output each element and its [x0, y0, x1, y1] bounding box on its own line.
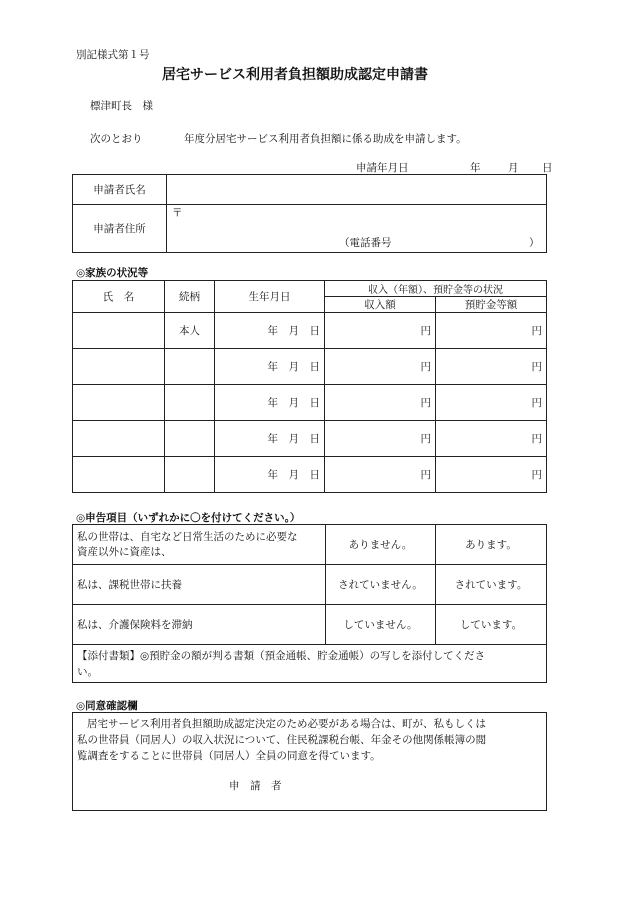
- header-relation: 続柄: [165, 281, 215, 313]
- consent-box: [72, 712, 547, 811]
- declaration-heading: ◎申告項目（いずれかに〇を付けてください。）: [76, 512, 301, 524]
- declaration-row: [73, 565, 547, 605]
- option-dependent[interactable]: されています。: [436, 565, 547, 605]
- applicant-address-label: 申請者住所: [73, 205, 167, 253]
- member-income-field[interactable]: 円: [325, 349, 436, 385]
- declaration-premium-text: 私は、介護保険料を滞納: [73, 605, 326, 645]
- member-savings-field[interactable]: 円: [436, 385, 547, 421]
- option-has-assets[interactable]: あります。: [436, 525, 547, 565]
- member-income-field[interactable]: 円: [325, 313, 436, 349]
- member-relation-field[interactable]: [165, 385, 215, 421]
- intro-prefix: 次のとおり: [90, 133, 143, 145]
- declaration-assets-text: [73, 525, 326, 565]
- member-birth-field[interactable]: 年 月 日: [215, 349, 325, 385]
- fiscal-year-field[interactable]: [150, 128, 180, 144]
- declaration-row: [73, 605, 547, 645]
- applicant-address-field[interactable]: [167, 205, 547, 253]
- table-row: [73, 313, 547, 349]
- postal-mark: 〒: [172, 207, 183, 219]
- member-relation-field[interactable]: [165, 421, 215, 457]
- addressee: 標津町長 様: [90, 100, 153, 112]
- applicant-name-field[interactable]: [167, 175, 547, 205]
- member-relation: 本人: [165, 313, 215, 349]
- applicant-name-label: 申請者氏名: [73, 175, 167, 205]
- consent-line: 居宅サービス利用者負担額助成認定決定のため必要がある場合は、町が、私もしくは: [87, 718, 486, 730]
- option-delinquent[interactable]: しています。: [436, 605, 547, 645]
- table-row: [73, 385, 547, 421]
- member-name-field[interactable]: [73, 457, 165, 493]
- member-savings-field[interactable]: 円: [436, 349, 547, 385]
- member-name-field[interactable]: [73, 421, 165, 457]
- declaration-line: 資産以外に資産は、: [77, 545, 172, 558]
- member-name-field[interactable]: [73, 349, 165, 385]
- member-birth-field[interactable]: 年 月 日: [215, 421, 325, 457]
- member-name-field[interactable]: [73, 385, 165, 421]
- attachment-line: い。: [77, 665, 98, 678]
- header-income-group: 収入（年額）、預貯金等の状況: [325, 281, 547, 297]
- option-no-assets[interactable]: ありません。: [326, 525, 436, 565]
- member-birth-field[interactable]: 年 月 日: [215, 313, 325, 349]
- table-row: [73, 349, 547, 385]
- consent-heading: ◎同意確認欄: [76, 700, 138, 712]
- declaration-tax-text: 私は、課税世帯に扶養: [73, 565, 326, 605]
- applicant-table: [72, 174, 547, 253]
- family-table: [72, 280, 547, 493]
- consent-line: 覧調査をすることに世帯員（同居人）全員の同意を得ています。: [77, 750, 381, 762]
- member-income-field[interactable]: 円: [325, 385, 436, 421]
- member-relation-field[interactable]: [165, 457, 215, 493]
- consent-line: 私の世帯員（同居人）の収入状況について、住民税課税台帳、年金その他関係帳簿の閲: [77, 734, 487, 746]
- member-relation-field[interactable]: [165, 349, 215, 385]
- consent-applicant-label: 申 請 者: [229, 780, 282, 792]
- header-birth: 生年月日: [215, 281, 325, 313]
- intro-text: 年度分居宅サービス利用者負担額に係る助成を申請します。: [184, 133, 467, 145]
- member-birth-field[interactable]: 年 月 日: [215, 385, 325, 421]
- option-not-delinquent[interactable]: していません。: [326, 605, 436, 645]
- attachment-line: 【添付書類】◎預貯金の額が判る書類（預金通帳、貯金通帳）の写しを添付してくださ: [77, 649, 486, 662]
- header-savings: 預貯金等額: [436, 297, 547, 313]
- table-row: [73, 421, 547, 457]
- declaration-line: 私の世帯は、自宅など日常生活のために必要な: [77, 530, 298, 543]
- member-savings-field[interactable]: 円: [436, 313, 547, 349]
- member-income-field[interactable]: 円: [325, 421, 436, 457]
- member-name-field[interactable]: [73, 313, 165, 349]
- table-row: [73, 457, 547, 493]
- phone-close: ）: [529, 237, 540, 249]
- header-name: 氏 名: [73, 281, 165, 313]
- declaration-row: [73, 525, 547, 565]
- member-birth-field[interactable]: 年 月 日: [215, 457, 325, 493]
- declaration-table: [72, 524, 547, 683]
- family-heading: ◎家族の状況等: [76, 267, 149, 279]
- member-income-field[interactable]: 円: [325, 457, 436, 493]
- consent-applicant-signature[interactable]: [303, 773, 503, 793]
- form-number: 別記様式第１号: [76, 49, 150, 61]
- member-savings-field[interactable]: 円: [436, 421, 547, 457]
- date-day-unit: 日: [542, 162, 553, 174]
- date-month-unit: 月: [508, 162, 519, 174]
- date-label: 申請年月日: [356, 162, 409, 174]
- header-income: 収入額: [325, 297, 436, 313]
- attachment-note: [73, 645, 547, 683]
- phone-label: （電話番号: [339, 237, 392, 249]
- member-savings-field[interactable]: 円: [436, 457, 547, 493]
- page-title: 居宅サービス利用者負担額助成認定申請書: [162, 67, 428, 83]
- date-year-unit: 年: [470, 162, 481, 174]
- option-not-dependent[interactable]: されていません。: [326, 565, 436, 605]
